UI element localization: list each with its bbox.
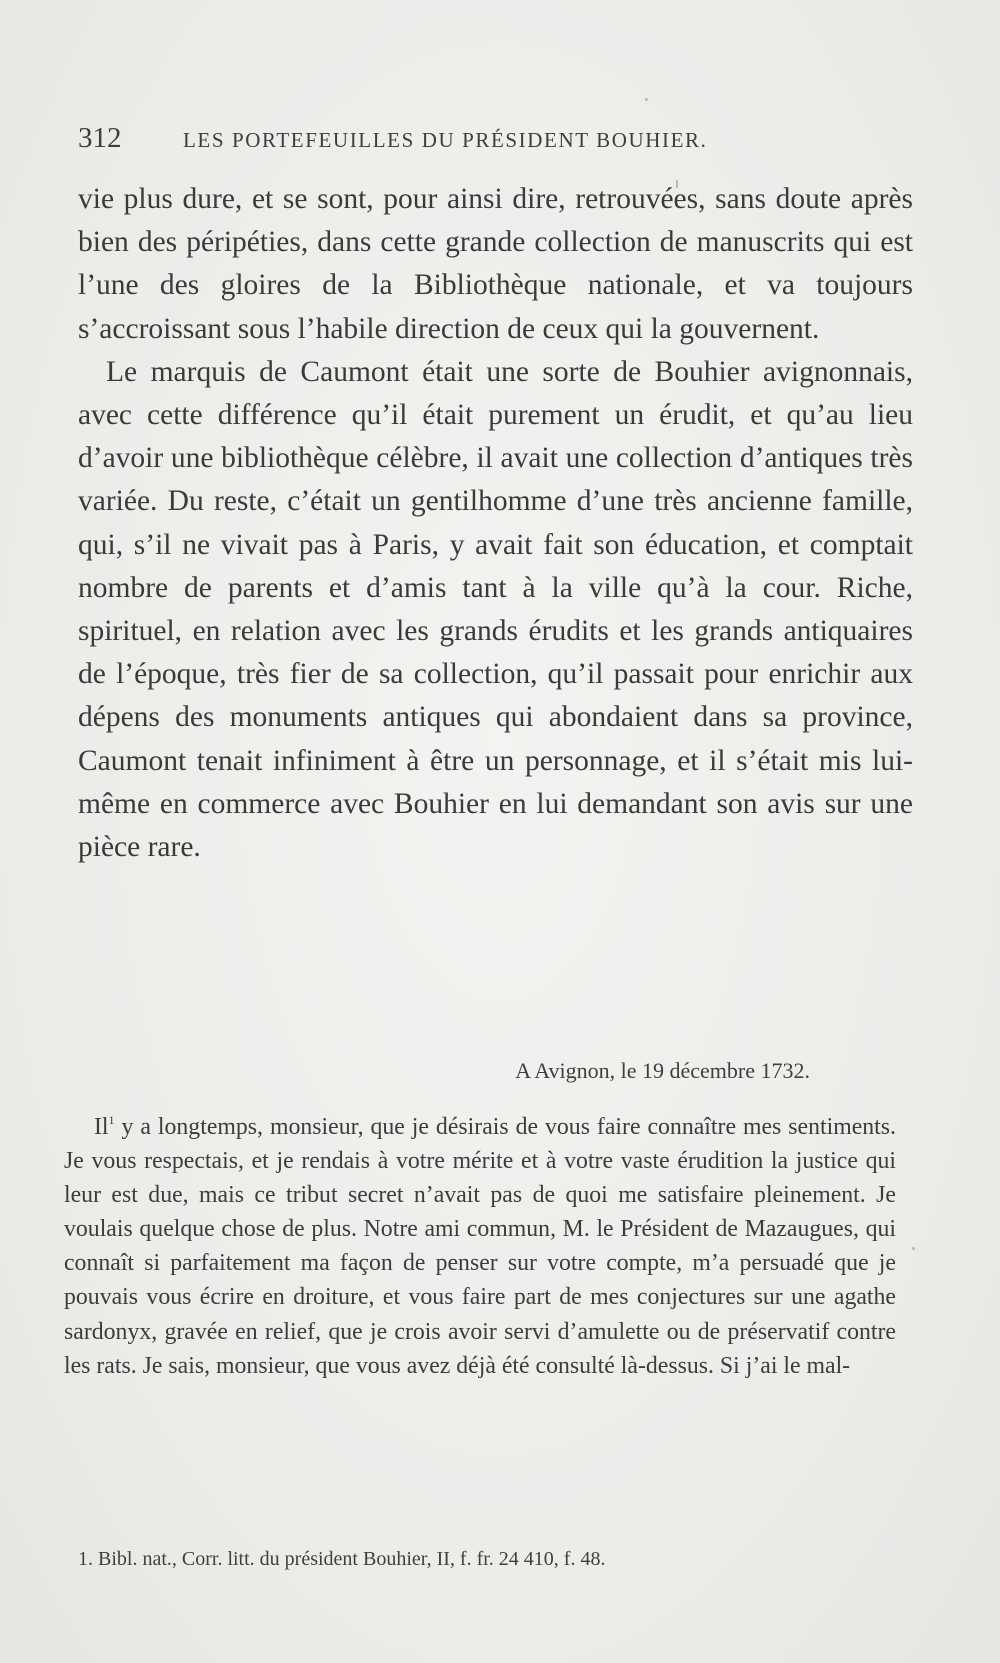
quoted-letter — [64, 1110, 896, 1383]
page-number: 312 — [78, 122, 122, 154]
letter-opening-word: Il — [94, 1114, 109, 1140]
paper-speck — [645, 98, 648, 101]
paper-speck — [912, 1247, 915, 1250]
paragraph: vie plus dure, et se sont, pour ainsi dire, retrouvées, sans doute après bien des péripéties, dans cette grande collection de manuscrits qui est l’une des gloires de la Bibliothèque nationale, et va toujours s’accroissant sous l’habile direction de ceux qui la gouvernent. — [78, 183, 913, 345]
letter-dateline: A Avignon, le 19 décembre 1732. — [515, 1058, 810, 1083]
footnote-reference: 1 — [108, 1113, 115, 1127]
letter-paragraph — [64, 1110, 896, 1383]
footnote: 1. Bibl. nat., Corr. litt. du président Bouhier, II, f. fr. 24 410, f. 48. — [78, 1548, 606, 1570]
running-title: LES PORTEFEUILLES DU PRÉSIDENT BOUHIER. — [183, 128, 708, 152]
main-text — [78, 178, 913, 869]
page-header — [78, 122, 913, 162]
paragraph: Le marquis de Caumont était une sorte de Bouhier avignonnais, avec cette différence qu’il était purement un érudit, et qu’au lieu d’avoir une bibliothèque célèbre, il avait une collection d’antiques très variée. Du reste, c’était un gentilhomme d’une très ancienne famille, qui, s’il ne vivait pas à Paris, y avait fait son éducation, et comptait nombre de parents et d’amis tant à la ville qu’à la cour. Riche, spirituel, en relation avec les grands érudits et les grands antiquaires de l’époque, très fier de sa collection, qu’il passait pour enrichir aux dépens des monuments antiques qui abondaient dans sa province, Caumont tenait infiniment à être un personnage, et il s’était mis lui-même en commerce avec Bouhier en lui demandant son avis sur une pièce rare. — [78, 355, 913, 864]
letter-text: y a longtemps, monsieur, que je désirais de vous faire connaître mes sentiments. Je vous respectais, et je rendais à votre mérite et à votre vaste érudition la justice qui leur est due, mais ce tribut secret n’avait pas de quoi me satisfaire pleinement. Je voulais quelque chose de plus. Notre ami commun, M. le Président de Mazaugues, qui connaît si parfaitement ma façon de penser sur votre compte, m’a persuadé que je pouvais vous écrire en droiture, et vous faire part de mes conjectures sur une agathe sardonyx, gravée en relief, que je crois avoir servi d’amulette ou de préservatif contre les rats. Je sais, monsieur, que vous avez déjà été consulté là-dessus. Si j’ai le mal- — [64, 1114, 896, 1379]
